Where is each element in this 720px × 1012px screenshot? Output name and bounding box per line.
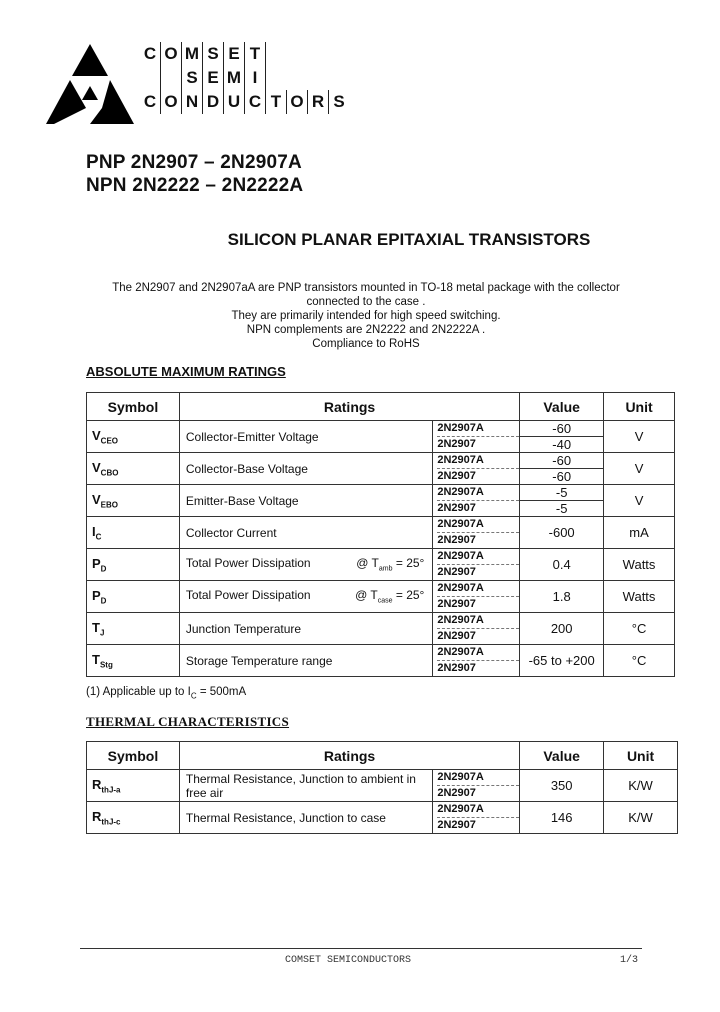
value-cell: 1.8 <box>520 581 604 613</box>
table-row <box>87 645 675 677</box>
table-row <box>87 453 675 485</box>
symbol-cell: $I_C$ <box>87 517 180 549</box>
value-cell: 350 <box>520 770 604 802</box>
condition: @ $T_{amb} = 25^\circ$ <box>356 556 425 573</box>
unit-cell: Watts <box>604 581 675 613</box>
page-subtitle: SILICON PLANAR EPITAXIAL TRANSISTORS <box>227 230 591 249</box>
rating-cell: Collector-Emitter Voltage <box>179 421 432 453</box>
symbol-cell: $P_D$ <box>87 549 180 581</box>
header-ratings: Ratings <box>179 393 519 421</box>
header-value: Value <box>520 393 604 421</box>
title-pnp: PNP 2N2907 – 2N2907A <box>86 152 302 173</box>
symbol-cell: $T_{Stg}$ <box>87 645 180 677</box>
unit-cell: V <box>604 421 675 453</box>
device-cell: 2N2907A 2N2907 <box>433 517 520 549</box>
unit-cell: °C <box>604 645 675 677</box>
value-cell: -60 -40 <box>520 421 604 453</box>
table-row <box>87 581 675 613</box>
table-row <box>87 802 678 834</box>
footnote: (1) Applicable up to $I_C = 500mA$ <box>86 686 247 701</box>
symbol-cell: $V_{EBO}$ <box>87 485 180 517</box>
comset-logo-icon <box>46 42 134 126</box>
header-unit: Unit <box>604 393 675 421</box>
value-cell: -600 <box>520 517 604 549</box>
rating-cell: Junction Temperature <box>179 613 432 645</box>
device-cell: 2N2907A 2N2907 <box>433 581 520 613</box>
device-cell: 2N2907A 2N2907 <box>433 770 520 802</box>
description <box>86 281 646 351</box>
table-row <box>87 613 675 645</box>
unit-cell: mA <box>604 517 675 549</box>
header-value: Value <box>520 742 604 770</box>
device-cell: 2N2907A 2N2907 <box>433 453 520 485</box>
symbol-cell: $V_{CEO}$ <box>87 421 180 453</box>
thermal-table <box>86 741 678 834</box>
description-line: Compliance to RoHS <box>312 338 420 350</box>
value-cell: 200 <box>520 613 604 645</box>
title-npn: NPN 2N2222 – 2N2222A <box>86 175 304 196</box>
description-line: The 2N2907 and 2N2907aA are PNP transistors mounted in TO-18 metal package with the collector <box>112 282 620 294</box>
symbol-cell: $R_{thJ-c}$ <box>87 802 180 834</box>
abs-max-table <box>86 392 675 677</box>
table-header-row <box>87 742 678 770</box>
unit-cell: K/W <box>604 770 678 802</box>
unit-cell: Watts <box>604 549 675 581</box>
symbol-cell: $T_J$ <box>87 613 180 645</box>
footer-page-number: 1/3 <box>620 955 639 966</box>
rating-cell: Collector-Base Voltage <box>179 453 432 485</box>
device-cell: 2N2907A 2N2907 <box>433 613 520 645</box>
unit-cell: V <box>604 485 675 517</box>
device-cell: 2N2907A 2N2907 <box>433 645 520 677</box>
thermal-heading: THERMAL CHARACTERISTICS <box>86 714 290 729</box>
symbol-cell: $V_{CBO}$ <box>87 453 180 485</box>
device-cell: 2N2907A 2N2907 <box>433 421 520 453</box>
description-line: connected to the case . <box>306 296 426 308</box>
device-cell: 2N2907A 2N2907 <box>433 802 520 834</box>
device-cell: 2N2907A 2N2907 <box>433 549 520 581</box>
value-cell: 0.4 <box>520 549 604 581</box>
footer-divider <box>80 948 642 949</box>
rating-cell: Storage Temperature range <box>179 645 432 677</box>
symbol-cell: $P_D$ <box>87 581 180 613</box>
header-unit: Unit <box>604 742 678 770</box>
value-cell: -65 to +200 <box>520 645 604 677</box>
abs-max-heading: ABSOLUTE MAXIMUM RATINGS <box>86 364 286 379</box>
table-row <box>87 421 675 453</box>
header-symbol: Symbol <box>87 742 180 770</box>
rating-cell: Thermal Resistance, Junction to case <box>179 802 432 834</box>
header-symbol: Symbol <box>87 393 180 421</box>
rating-cell: Collector Current <box>179 517 432 549</box>
description-line: They are primarily intended for high speed switching. <box>231 310 501 322</box>
condition: @ $T_{case} = 25^\circ$ <box>355 588 425 605</box>
rating-cell: Emitter-Base Voltage <box>179 485 432 517</box>
rating-cell: Thermal Resistance, Junction to ambient in free air <box>179 770 432 802</box>
header-ratings: Ratings <box>179 742 519 770</box>
value-cell: -60 -60 <box>520 453 604 485</box>
table-row <box>87 517 675 549</box>
unit-cell: K/W <box>604 802 678 834</box>
table-row <box>87 549 675 581</box>
table-row <box>87 485 675 517</box>
unit-cell: °C <box>604 613 675 645</box>
value-cell: 146 <box>520 802 604 834</box>
comset-logo-wordmark: C O M S E T S E M I C O N D U C T O R S <box>140 42 349 114</box>
table-row <box>87 770 678 802</box>
rating-cell: Total Power Dissipation @ $T_{case} = 25^\circ$ <box>179 581 432 613</box>
symbol-cell: $R_{thJ-a}$ <box>87 770 180 802</box>
footer-company: COMSET SEMICONDUCTORS <box>285 955 412 966</box>
table-header-row <box>87 393 675 421</box>
device-cell: 2N2907A 2N2907 <box>433 485 520 517</box>
unit-cell: V <box>604 453 675 485</box>
rating-cell: Total Power Dissipation @ $T_{amb} = 25^\circ$ <box>179 549 432 581</box>
value-cell: -5 -5 <box>520 485 604 517</box>
description-line: NPN complements are 2N2222 and 2N2222A . <box>246 324 486 336</box>
